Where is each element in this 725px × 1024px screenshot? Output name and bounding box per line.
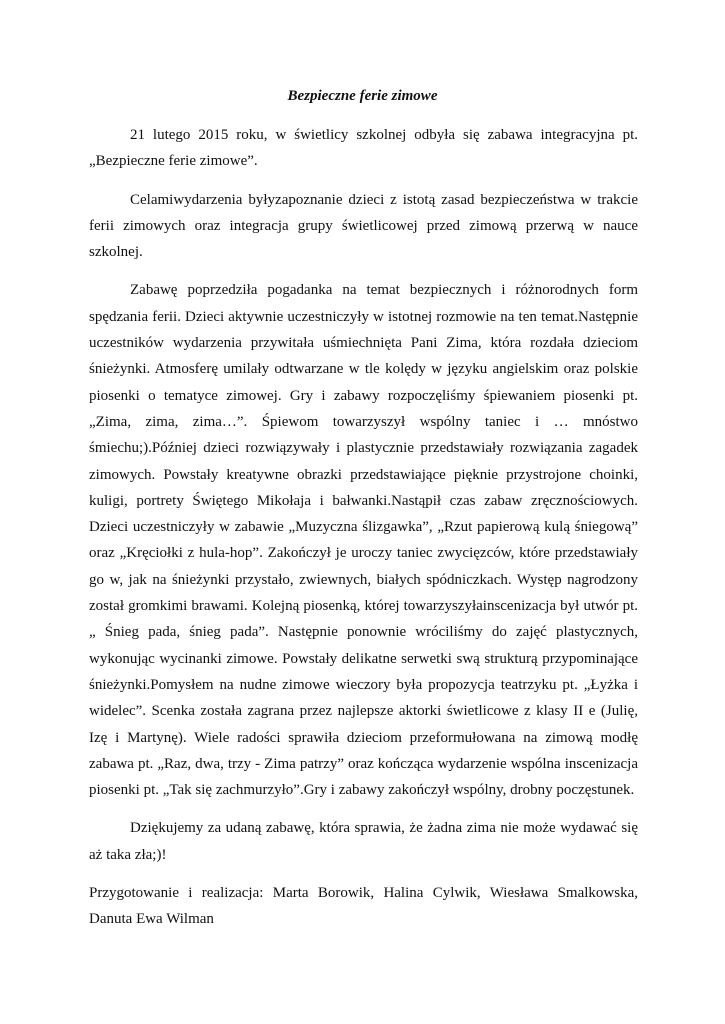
paragraph-intro: 21 lutego 2015 roku, w świetlicy szkolnej odbyła się zabawa integracyjna pt. „Bezpieczne ferie zimowe”. <box>89 127 638 170</box>
paragraph-credits: Przygotowanie i realizacja: Marta Borowik, Halina Cylwik, Wiesława Smalkowska, Danuta Ewa Wilman <box>89 885 638 928</box>
paragraph-goals: Celamiwydarzenia byłyzapoznanie dzieci z istotą zasad bezpieczeństwa w trakcie ferii zimowych oraz integracja grupy świetlicowej przed zimową przerwą w nauce szkolnej. <box>89 191 638 261</box>
paragraph-event-description: Zabawę poprzedziła pogadanka na temat bezpiecznych i różnorodnych form spędzania ferii. Dzieci aktywnie uczestniczyły w istotnej rozmowie na ten temat.Następnie uczestników wydarzenia przywitała uśmiechnięta Pani Zima, która rozdała dzieciom śnieżynki. Atmosferę umilały odtwarzane w tle kolędy w języku angielskim oraz polskie piosenki o tematyce zimowej. Gry i zabawy rozpoczęliśmy śpiewaniem piosenki pt. „Zima, zima, zima…”. Śpiewom towarzyszył wspólny taniec i … mnóstwo śmiechu;).Później dzieci rozwiązywały i plastycznie przedstawiały rozwiązania zagadek zimowych. Powstały kreatywne obrazki przedstawiające pięknie przystrojone choinki, kuligi, portrety Świętego Mikołaja i bałwanki.Nastąpił czas zabaw zręcznościowych. Dzieci uczestniczyły w zabawie „Muzyczna ślizgawka”, „Rzut papierową kulą śniegową” oraz „Kręciołki z hula-hop”. Zakończył je uroczy taniec zwycięzców, które przedstawiały go w, jak na śnieżynki przystało, zwiewnych, białych spódniczkach. Występ nagrodzony został gromkimi brawami. Kolejną piosenką, której towarzyszyłainscenizacja był utwór pt. „ Śnieg pada, śnieg pada”. Następnie ponownie wróciliśmy do zajęć plastycznych, wykonując wycinanki zimowe. Powstały delikatne serwetki swą strukturą przypominające śnieżynki.Pomysłem na nudne zimowe wieczory była propozycja teatrzyku pt. „Łyżka i widelec”. Scenka została zagrana przez najlepsze aktorki świetlicowe z klasy II e (Julię, Izę i Martynę). Wiele radości sprawiła dzieciom przeformułowana na zimową modłę zabawa pt. „Raz, dwa, trzy - Zima patrzy” oraz kończąca wydarzenie wspólna inscenizacja piosenki pt. „Tak się zachmurzyło”.Gry i zabawy zakończył wspólny, drobny poczęstunek. <box>89 282 638 799</box>
document-body <box>89 122 638 933</box>
document-title: Bezpieczne ferie zimowe <box>287 88 438 104</box>
paragraph-thanks: Dziękujemy za udaną zabawę, która sprawia, że żadna zima nie może wydawać się aż taka zła;)! <box>89 820 638 863</box>
